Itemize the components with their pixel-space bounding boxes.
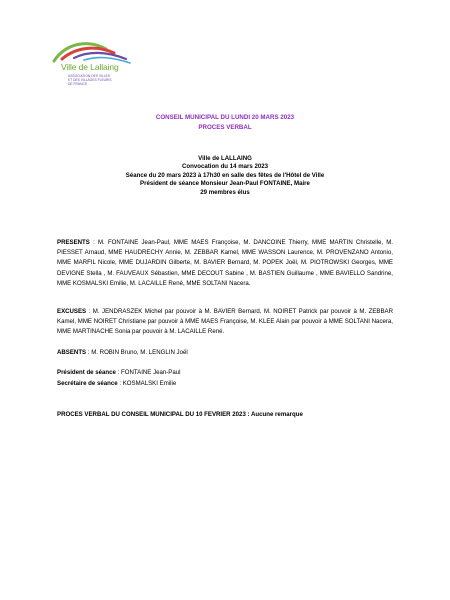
document-title: CONSEIL MUNICIPAL DU LUNDI 20 MARS 2023 bbox=[155, 114, 295, 121]
logo-tagline bbox=[68, 74, 112, 87]
meeting-seance: Séance du 20 mars 2023 à 17h30 en salle des fêtes de l'Hôtel de Ville bbox=[125, 171, 325, 179]
absents-list: : M. ROBIN Bruno, M. LENGLIN Joël bbox=[86, 349, 188, 356]
meeting-info bbox=[0, 155, 450, 197]
presents-paragraph bbox=[57, 238, 393, 289]
president-label: Président de séance bbox=[57, 369, 116, 376]
meeting-president: Président de séance Monsieur Jean-Paul FONTAINE, Maire bbox=[140, 180, 310, 188]
excuses-list: : M. JENDRASZEK Michel par pouvoir à M. BAVIER Bernard, M. NOIRET Patrick par pouvoir à M. ZEBBAR Kamel, MME NOIRET Christiane par pouvoir à MME MAES Françoise, M. KLEE Alain par pouvoir à MME SOLTANI Nacera, MME MARTINACHE Sonia par pouvoir à M. LACAILLE René. bbox=[57, 308, 393, 336]
excuses-paragraph bbox=[57, 307, 393, 338]
meeting-members: 29 membres élus bbox=[200, 188, 250, 196]
logo-tagline-line: ET DES VILLAGES FLEURIS bbox=[68, 78, 112, 83]
secretaire-value: : KOSMALSKI Emilie bbox=[117, 380, 177, 387]
meeting-city: Ville de LALLAING bbox=[198, 155, 252, 162]
logo-tagline-line: ASSOCIATION DES VILLES bbox=[68, 74, 111, 78]
absents-paragraph bbox=[57, 348, 393, 358]
city-logo bbox=[44, 37, 134, 93]
logo-name: Ville de Lallaing bbox=[61, 62, 119, 72]
secretaire-line bbox=[57, 379, 393, 389]
presents-label: PRESENTS bbox=[57, 239, 90, 246]
meeting-convocation: Convocation du 14 mars 2023 bbox=[181, 163, 269, 171]
logo-tagline-line: DE FRANCE bbox=[68, 82, 88, 87]
secretaire-label: Secrétaire de séance bbox=[57, 380, 118, 387]
document-subtitle: PROCES VERBAL bbox=[198, 124, 252, 131]
president-line bbox=[57, 368, 393, 378]
presents-list: : M. FONTAINE Jean-Paul, MME MAES Françoise, M. DANCOINE Thierry, MME MARTIN Christelle, M. PIESSET Arnaud, MME HAUDRECHY Annie, M. ZEBBAR Kamel, MME WASSON Laurence, M. PROVENZANO Antonio, MME MARFIL Nicole, MME DUJARDIN Gilberte, M. BAVIER Bernard, M. POPEK Joël, M. PIOTROWSKI Georges, MME DEVIGNE Stella , M. FAUVEAUX Sébastien, MME DECOUT Sabine , M. BASTIEN Guillaume , MME BAVIELLO Sandrine, MME KOSMALSKI Emilie, M. LACAILLE René, MME SOLTANI Nacera. bbox=[57, 239, 393, 287]
pv-approval-line: PROCES VERBAL DU CONSEIL MUNICIPAL DU 10 FEVRIER 2023 : Aucune remarque bbox=[57, 411, 303, 418]
president-value: : FONTAINE Jean-Paul bbox=[115, 369, 181, 376]
absents-label: ABSENTS bbox=[57, 349, 87, 356]
excuses-label: EXCUSES bbox=[57, 308, 87, 315]
